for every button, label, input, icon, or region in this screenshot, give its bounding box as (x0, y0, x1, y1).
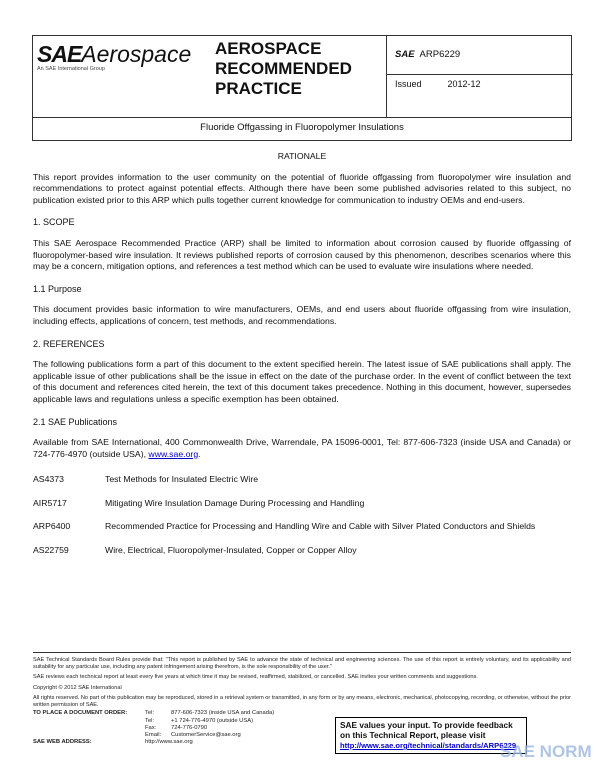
reference-code: AS4373 (33, 474, 64, 485)
sae-publications-heading: 2.1 SAE Publications (33, 416, 118, 427)
sae-mark: SAE (395, 49, 415, 60)
punctuation: . (198, 448, 201, 459)
sae-website-link[interactable]: www.sae.org (148, 448, 199, 459)
divider (33, 117, 571, 118)
scope-text: This SAE Aerospace Recommended Practice (ARP) shall be limited to information about corrosion caused by fluoride offgassing of fluoropolymer-based wire insulation. It reviews published reports of corrosion caused by this phenomenon, describes scenarios where this may be a concern, mitigation options, and references a test method which can be used to evaluate wire insulations where needed. (33, 237, 571, 272)
issued (395, 79, 481, 89)
document-header (32, 35, 572, 141)
reference-item (33, 498, 571, 510)
doc-type-line: AEROSPACE (215, 39, 322, 58)
footer-copyright: Copyright © 2012 SAE International (33, 684, 122, 691)
feedback-text: on this Technical Report, please visit (340, 730, 486, 740)
tel-label: Tel: (145, 710, 155, 717)
rationale-heading: RATIONALE (277, 151, 327, 161)
reference-title: Test Methods for Insulated Electric Wire (105, 474, 259, 485)
scope-heading: 1. SCOPE (33, 217, 75, 228)
tel-label: Tel: (145, 717, 155, 724)
doc-type-line: RECOMMENDED (215, 59, 352, 78)
rationale-text: This report provides information to the user community on the potential of fluoride offgassing from fluoropolymer wire insulation and recommendations to protect against potential effects. Although there have been some published advisories related to this subject, no publication existed prior to this ARP which pulls together current knowledge for communication to industry OEMs and end-users. (33, 171, 571, 205)
purpose-text: This document provides basic information to wire manufacturers, OEMs, and end users about fluoride offgassing from wire insulation, including effects, applications of concern, test methods, and recommendations. (33, 304, 571, 326)
logo-brand: SAE (37, 41, 82, 67)
tel-value: 877-606-7323 (inside USA and Canada) (171, 710, 275, 717)
footer-rights: All rights reserved. No part of this publication may be reproduced, stored in a retrieval system or transmitted, in any form or by any means, electronic, mechanical, photocopying, recording, or otherwise, without the prior written permission of SAE. (33, 694, 571, 709)
divider (386, 74, 573, 75)
fax-value: 724-776-0790 (171, 724, 208, 731)
feedback-link[interactable]: http://www.sae.org/technical/standards/ARP6229 (340, 741, 517, 750)
doc-number: ARP6229 (419, 49, 461, 60)
reference-list (33, 474, 571, 556)
reference-title: Wire, Electrical, Fluoropolymer-Insulated, Copper or Copper Alloy (105, 545, 357, 556)
sae-aerospace-logo (37, 42, 191, 72)
reference-item (33, 521, 571, 533)
reference-item (33, 474, 571, 486)
sae-norm-watermark: SAE NORM (500, 742, 592, 761)
tel-value: +1 724-776-4970 (outside USA) (171, 717, 254, 724)
purpose-heading: 1.1 Purpose (33, 283, 82, 294)
web-label: SAE WEB ADDRESS: (33, 739, 92, 746)
reference-title: Mitigating Wire Insulation Damage During Processing and Handling (105, 497, 365, 508)
email-label: Email: (145, 732, 162, 739)
fax-label: Fax: (145, 724, 157, 731)
footer-rules: SAE Technical Standards Board Rules provide that: "This report is published by SAE to advance the state of technical and engineering sciences. The use of this report is entirely voluntary, and its applicability and suitability for any particular use, including any patent infringement arising therefrom, is the sole responsibility of the user." (33, 657, 571, 671)
logo-word: Aerospace (81, 41, 192, 67)
doc-type-line: PRACTICE (215, 79, 302, 98)
order-label: TO PLACE A DOCUMENT ORDER: (33, 710, 128, 717)
web-value: http://www.sae.org (145, 739, 193, 746)
document-title: Fluoride Offgassing in Fluoropolymer Insulations (200, 122, 404, 133)
availability-text: Available from SAE International, 400 Commonwealth Drive, Warrendale, PA 15096-0001, Tel: 877-606-7323 (inside USA and Canada) or 724-776-4970 (outside USA), (33, 437, 571, 459)
sae-publications-text (33, 437, 571, 460)
reference-item (33, 545, 571, 557)
logo-tagline: An SAE International Group (37, 66, 105, 72)
divider (386, 36, 387, 117)
references-text: The following publications form a part of this document to the extent specified herein. The latest issue of SAE publications shall apply. The applicable issue of other publications shall be the issue in effect on the date of the purchase order. In the event of conflict between the text of this document and references cited herein, the text of this document takes precedence. Nothing in this document, however, supersedes applicable laws and regulations unless a specific exemption has been obtained. (33, 359, 571, 404)
issued-date: 2012-12 (447, 79, 481, 89)
references-heading: 2. REFERENCES (33, 338, 105, 349)
reference-code: AS22759 (33, 545, 69, 556)
issued-label: Issued (395, 79, 422, 89)
email-value: CustomerService@sae.org (171, 732, 241, 739)
document-type (215, 39, 352, 99)
document-number (395, 49, 460, 60)
reference-code: AIR5717 (33, 497, 67, 508)
feedback-text: SAE values your input. To provide feedback (340, 720, 513, 730)
reference-code: ARP6400 (33, 521, 71, 532)
reference-title: Recommended Practice for Processing and Handling Wire and Cable with Silver Plated Conductors and Shields (105, 521, 536, 532)
feedback-box (335, 717, 527, 754)
footer-review: SAE reviews each technical report at least every five years at which time it may be revised, reaffirmed, stabilized, or cancelled. SAE invites your written comments and suggestions. (33, 674, 478, 681)
document-body (33, 151, 571, 569)
